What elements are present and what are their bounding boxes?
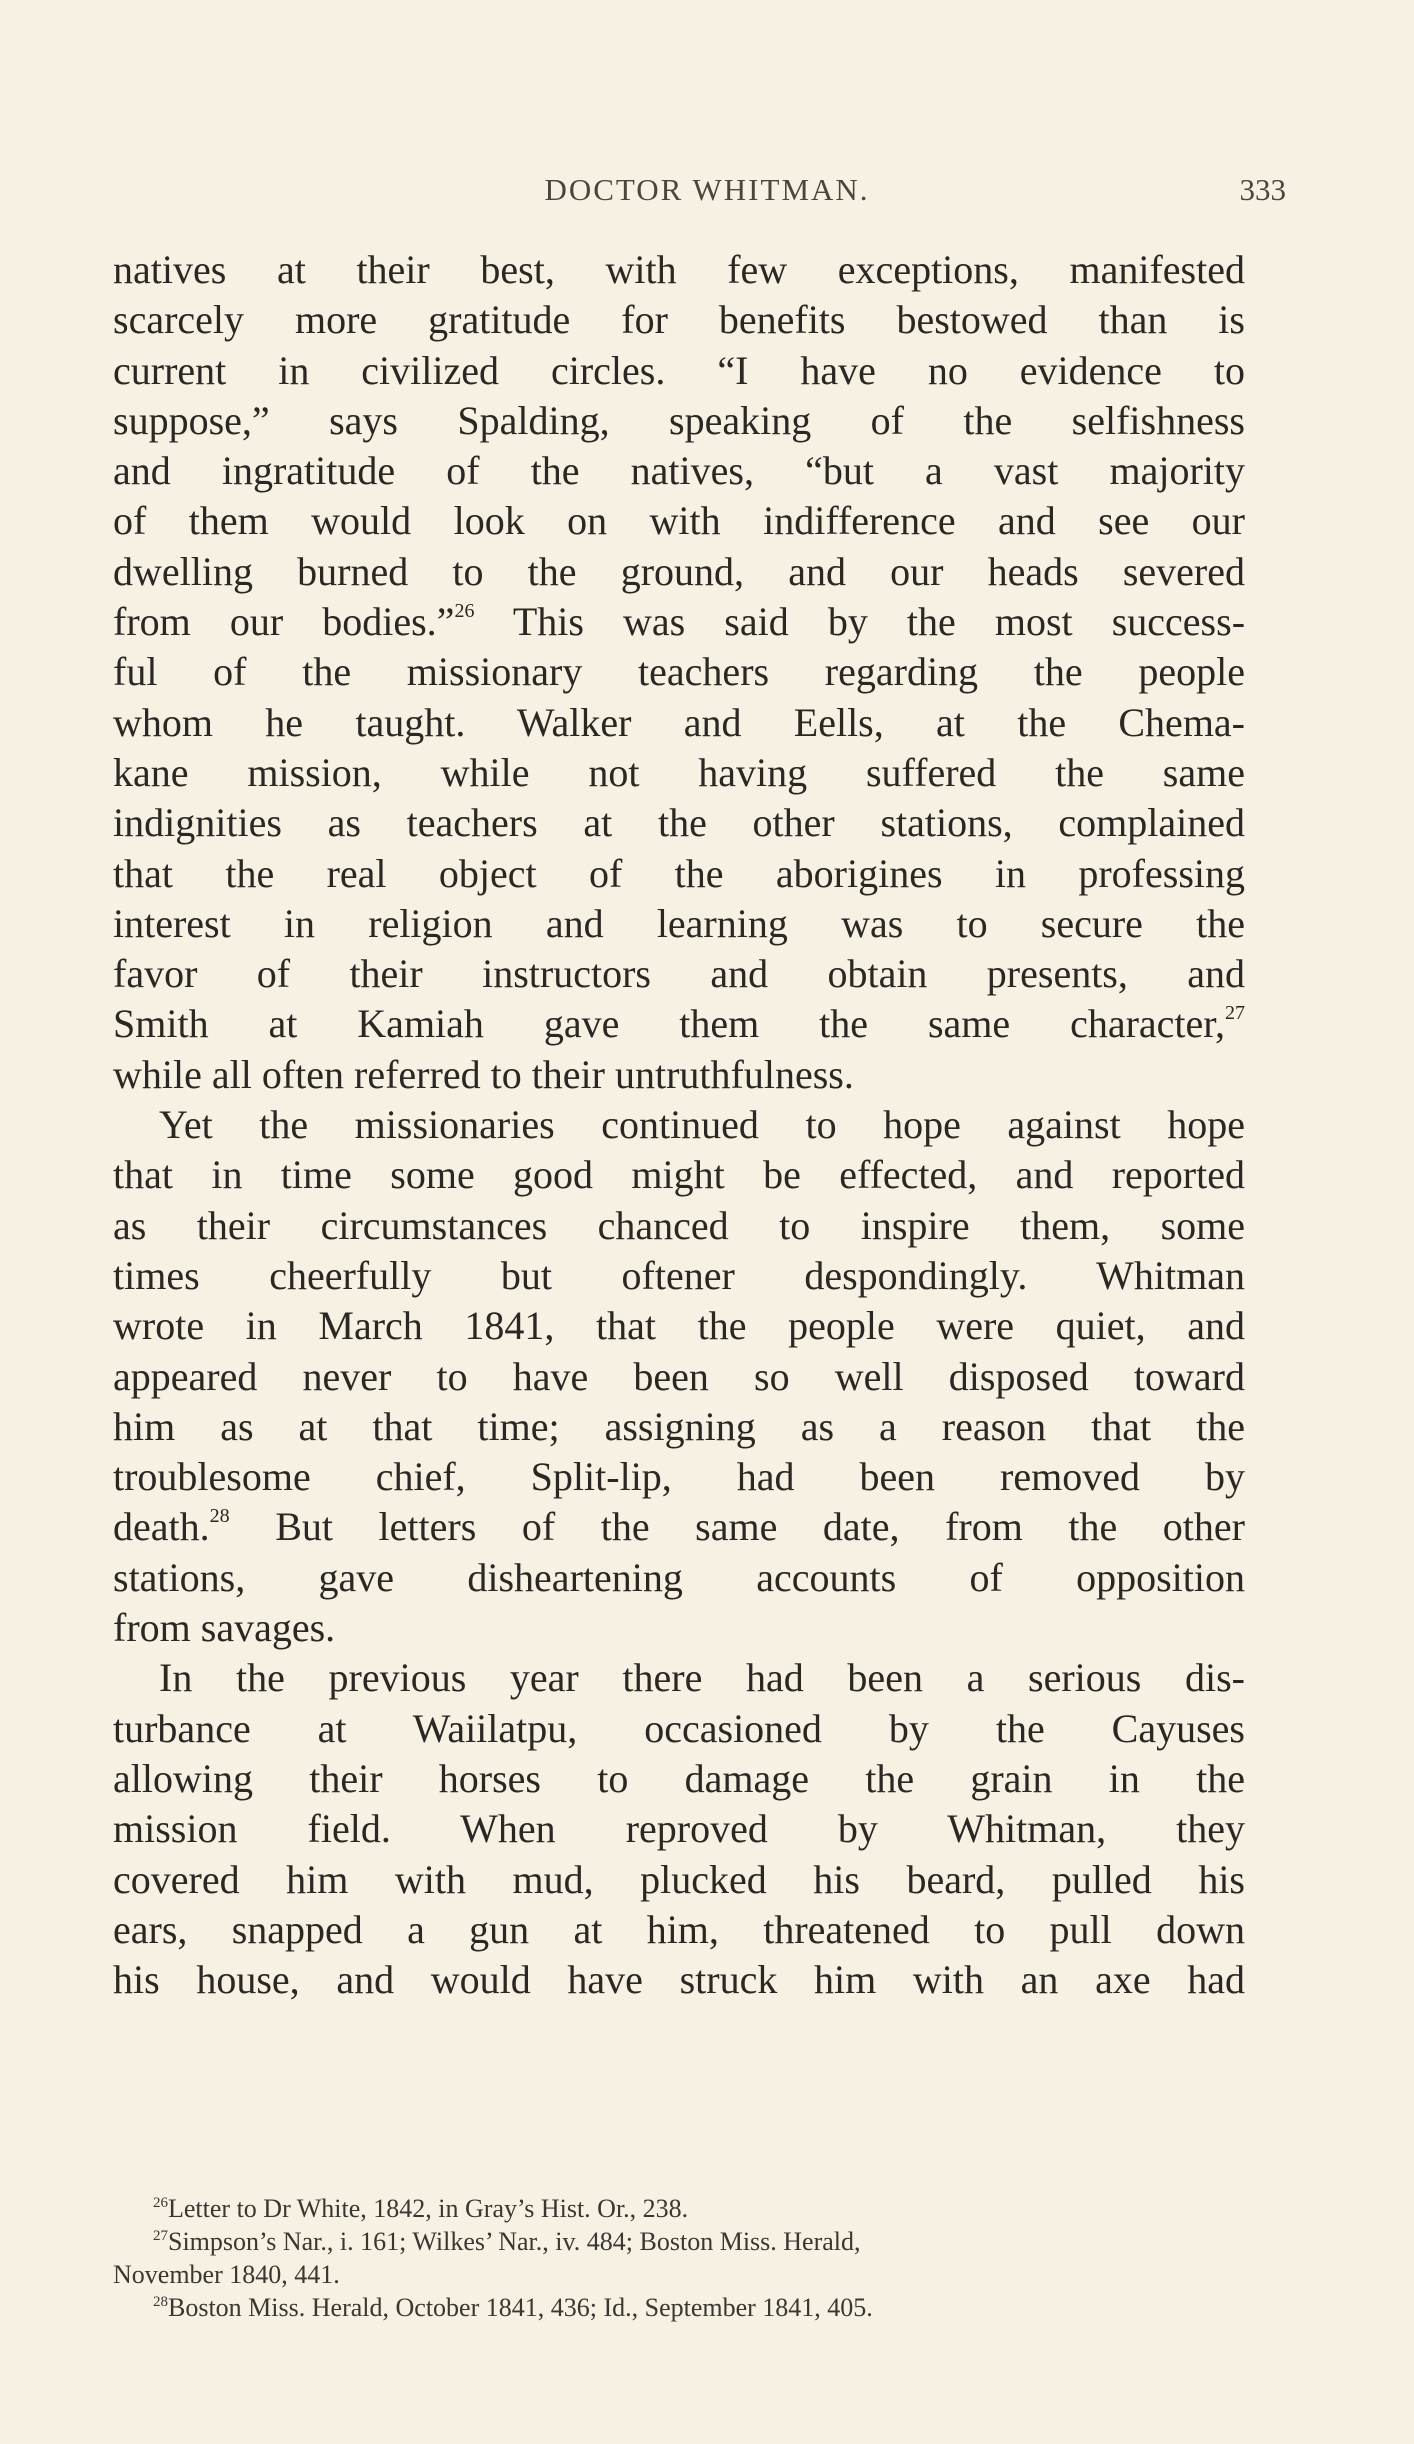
body-text — [113, 245, 1245, 2005]
footnote-ref-27: 27 — [1225, 1002, 1245, 1025]
text-segment: This was said by the most success- — [512, 599, 1246, 645]
text-line: from savages. — [113, 1605, 336, 1651]
text-line: appeared never to have been so well disposed toward — [113, 1353, 1245, 1399]
text-line-with-ref — [113, 1502, 1245, 1552]
text-line: whom he taught. Walker and Eells, at the Chema- — [113, 699, 1245, 745]
text-line: of them would look on with indifference and see our — [113, 498, 1245, 544]
text-line: turbance at Waiilatpu, occasioned by the Cayuses — [113, 1705, 1245, 1751]
footnote-ref-28: 28 — [209, 1505, 230, 1528]
text-segment: from our bodies.” — [113, 599, 455, 645]
text-line: In the previous year there had been a serious dis- — [159, 1655, 1245, 1701]
text-line: natives at their best, with few exceptions, manifested — [113, 247, 1245, 292]
text-line: his house, and would have struck him with an axe had — [113, 1957, 1245, 2003]
text-line: suppose,” says Spalding, speaking of the selfishness — [113, 397, 1245, 443]
text-line: interest in religion and learning was to secure the — [113, 900, 1245, 946]
text-line: him as at that time; assigning as a reason that the — [113, 1403, 1245, 1449]
text-line: that in time some good might be effected, and reported — [113, 1152, 1245, 1198]
text-line: as their circumstances chanced to inspire them, some — [113, 1202, 1245, 1248]
text-line: wrote in March 1841, that the people were quiet, and — [113, 1303, 1245, 1349]
text-line: kane mission, while not having suffered the same — [113, 749, 1245, 795]
text-line: allowing their horses to damage the grain in the — [113, 1755, 1245, 1801]
text-line: dwelling burned to the ground, and our heads severed — [113, 548, 1245, 594]
text-line: scarcely more gratitude for benefits bestowed than is — [113, 297, 1245, 343]
text-line: indignities as teachers at the other stations, complained — [113, 800, 1245, 846]
footnote-number: 28 — [153, 2294, 168, 2310]
text-line: while all often referred to their untruthfulness. — [113, 1051, 854, 1097]
page-number: 333 — [1239, 172, 1286, 207]
footnote-text: November 1840, 441. — [113, 2260, 340, 2289]
footnotes — [113, 2192, 1245, 2324]
text-line: current in civilized circles. “I have no evidence to — [113, 347, 1245, 393]
text-segment: Smith at Kamiah gave them the same character, — [113, 1001, 1225, 1047]
footnote-text: Letter to Dr White, 1842, in Gray’s Hist. Or., 238. — [168, 2194, 689, 2223]
text-line: Yet the missionaries continued to hope against hope — [159, 1102, 1245, 1148]
text-line: and ingratitude of the natives, “but a vast majority — [113, 448, 1245, 494]
text-segment: But letters of the same date, from the other — [275, 1504, 1245, 1550]
footnote-text: Simpson’s Nar., i. 161; Wilkes’ Nar., iv. 484; Boston Miss. Herald, — [168, 2227, 861, 2256]
text-line: times cheerfully but oftener despondingly. Whitman — [113, 1252, 1245, 1298]
footnote-number: 27 — [153, 2228, 168, 2244]
text-line-with-ref — [113, 597, 1245, 647]
text-line: that the real object of the aborigines in professing — [113, 850, 1245, 896]
page-header — [0, 172, 1414, 212]
footnote-text: Boston Miss. Herald, October 1841, 436; Id., September 1841, 405. — [168, 2293, 873, 2322]
footnote-27-continued — [113, 2258, 1245, 2291]
running-head: DOCTOR WHITMAN. — [544, 172, 870, 207]
text-line: ful of the missionary teachers regarding the people — [113, 649, 1245, 695]
footnote-26 — [113, 2192, 1245, 2225]
footnote-ref-26: 26 — [454, 600, 475, 623]
text-line: stations, gave disheartening accounts of opposition — [113, 1554, 1245, 1600]
text-line: covered him with mud, plucked his beard, pulled his — [113, 1856, 1245, 1902]
footnote-number: 26 — [153, 2195, 168, 2211]
text-line: mission field. When reproved by Whitman, they — [113, 1806, 1245, 1852]
text-line-with-ref — [113, 999, 1245, 1049]
footnote-28 — [113, 2291, 1245, 2324]
footnote-27 — [113, 2225, 1245, 2258]
text-line: ears, snapped a gun at him, threatened to pull down — [113, 1906, 1245, 1952]
text-line: favor of their instructors and obtain presents, and — [113, 951, 1245, 997]
text-segment: death. — [113, 1504, 210, 1550]
text-line: troublesome chief, Split-lip, had been removed by — [113, 1454, 1245, 1500]
